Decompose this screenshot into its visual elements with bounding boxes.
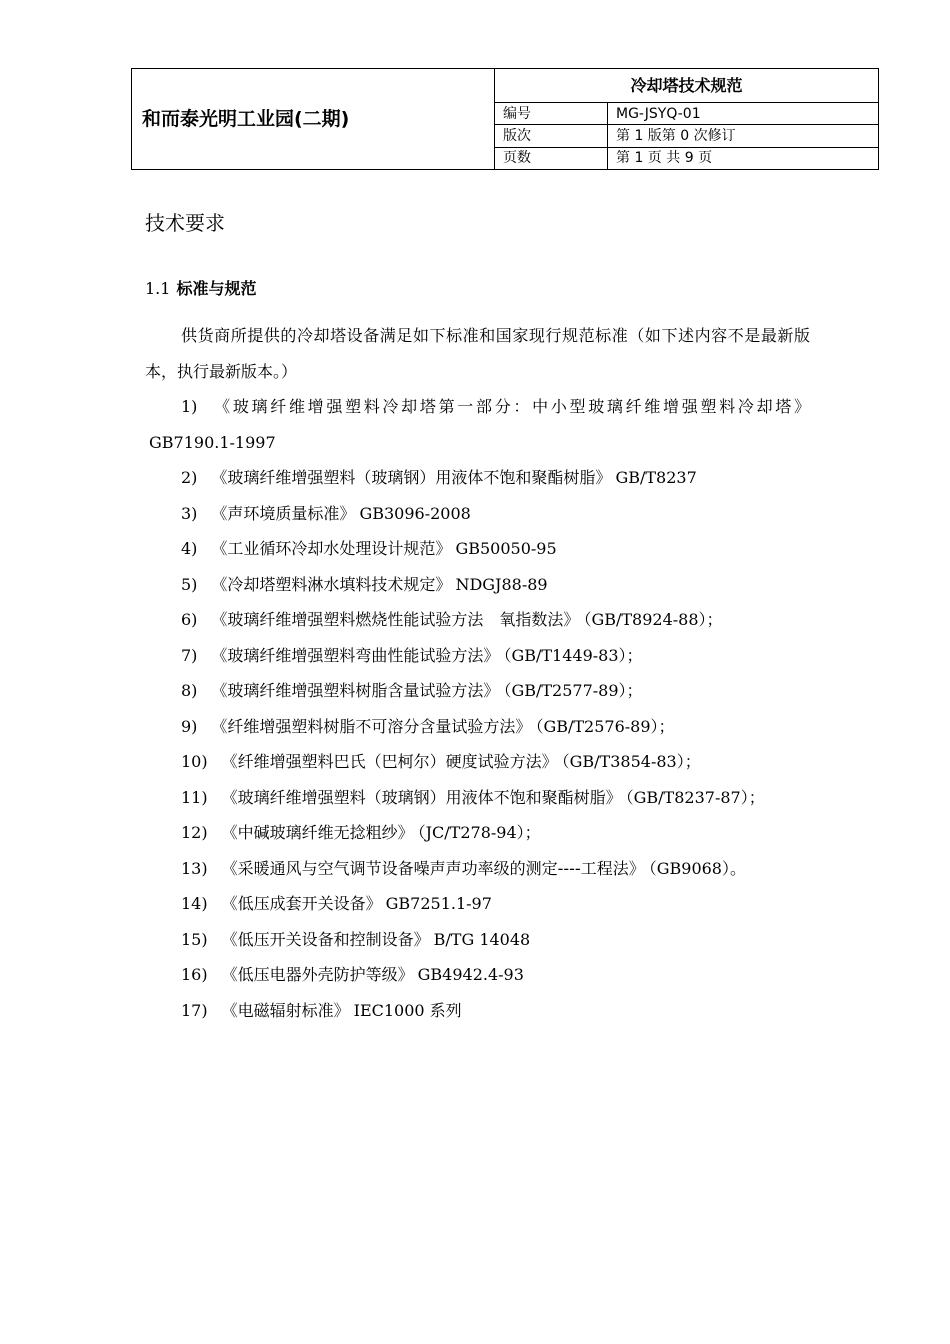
standard-number: 17) (181, 1000, 208, 1020)
standard-title: 《玻璃纤维增强塑料（玻璃钢）用液体不饱和聚酯树脂》 (211, 468, 612, 487)
standard-number: 4) (181, 539, 198, 558)
standard-number: 6) (181, 610, 198, 629)
standard-item (145, 496, 810, 532)
section-title: 技术要求 (145, 211, 225, 235)
standard-code: GB7190.1-1997 (149, 432, 276, 452)
document-title: 冷却塔技术规范 (495, 69, 879, 103)
standard-code: NDGJ88-89 (455, 574, 548, 594)
standard-code: （GB/T3854-83）； (561, 752, 701, 771)
standard-code: （GB9068）。 (648, 858, 746, 878)
standard-number: 8) (181, 681, 198, 700)
standard-title: 《低压电器外壳防护等级》 (221, 965, 414, 984)
standard-item (145, 460, 810, 496)
header-value-edition: 第 1 版第 0 次修订 (608, 125, 879, 147)
standard-title: 《纤维增强塑料树脂不可溶分含量试验方法》 (211, 716, 532, 736)
subsection-title: 标准与规范 (176, 279, 257, 298)
standard-number: 12) (181, 823, 208, 842)
standard-item (145, 389, 810, 460)
standard-number: 14) (181, 894, 208, 913)
organization-name: 和而泰光明工业园(二期) (132, 69, 495, 170)
standard-title: 《中碱玻璃纤维无捻粗纱》 (221, 823, 414, 842)
standard-number: 3) (181, 503, 198, 523)
standard-number: 10) (181, 752, 208, 771)
standard-title: 《电磁辐射标准》 (221, 1000, 350, 1020)
header-label-edition: 版次 (495, 125, 608, 147)
standard-number: 16) (181, 965, 208, 984)
standard-item (145, 744, 810, 780)
subsection-heading (145, 277, 256, 301)
standard-code: （GB/T2577-89）； (503, 681, 643, 700)
standard-title: 《玻璃纤维增强塑料（玻璃钢）用液体不饱和聚酯树脂》 (221, 787, 622, 807)
intro-paragraph: 供货商所提供的冷却塔设备满足如下标准和国家现行规范标准（如下述内容不是最新版本，执行最新版本。） (145, 326, 810, 381)
standard-title: 《纤维增强塑料巴氏（巴柯尔）硬度试验方法》 (221, 752, 558, 771)
header-value-pages: 第 1 页 共 9 页 (608, 147, 879, 169)
standard-code: GB7251.1-97 (385, 894, 492, 913)
standard-code: B/TG 14048 (433, 929, 531, 949)
subsection-number: 1.1 (145, 279, 171, 298)
standard-item (145, 531, 810, 567)
standards-content (145, 318, 810, 1028)
standard-code: （GB/T8237-87）； (625, 787, 765, 807)
standard-code: GB3096-2008 (359, 503, 471, 523)
standard-item (145, 709, 810, 745)
standard-code: （GB/T1449-83）； (503, 645, 643, 665)
standard-item (145, 922, 810, 958)
standard-number: 1) (181, 397, 198, 416)
standard-code: IEC1000 系列 (353, 1000, 462, 1020)
standard-item (145, 567, 810, 603)
standard-title: 《玻璃纤维增强塑料燃烧性能试验方法 氧指数法》 (211, 610, 580, 629)
standard-number: 2) (181, 468, 198, 487)
standard-item (145, 851, 810, 887)
standard-code: （GB/T2576-89）； (535, 716, 675, 736)
standard-item (145, 602, 810, 638)
standard-code: GB4942.4-93 (417, 965, 524, 984)
standard-item (145, 638, 810, 674)
standard-item (145, 957, 810, 993)
standard-title: 《低压成套开关设备》 (221, 894, 382, 913)
standards-list (145, 389, 810, 1028)
header-label-pages: 页数 (495, 147, 608, 169)
standard-title: 《工业循环冷却水处理设计规范》 (211, 539, 452, 558)
header-label-number: 编号 (495, 103, 608, 125)
document-header-table (131, 68, 879, 170)
standard-item (145, 780, 810, 816)
standard-code: （JC/T278-94）； (417, 823, 541, 842)
standard-title: 《冷却塔塑料淋水填料技术规定》 (211, 574, 452, 594)
standard-title: 《采暖通风与空气调节设备噪声声功率级的测定----工程法》 (221, 858, 645, 878)
standard-code: （GB/T8924-88）； (583, 610, 723, 629)
standard-number: 13) (181, 858, 208, 878)
standard-number: 11) (181, 787, 208, 807)
standard-item (145, 993, 810, 1029)
header-value-number: MG-JSYQ-01 (608, 103, 879, 125)
standard-code: GB/T8237 (615, 468, 697, 487)
standard-title: 《玻璃纤维增强塑料弯曲性能试验方法》 (211, 645, 500, 665)
standard-number: 7) (181, 645, 198, 665)
standard-item (145, 815, 810, 851)
standard-code: GB50050-95 (455, 539, 557, 558)
standard-title: 《声环境质量标准》 (211, 503, 356, 523)
standard-title: 《低压开关设备和控制设备》 (221, 929, 430, 949)
standard-number: 5) (181, 574, 198, 594)
standard-title: 《玻璃纤维增强塑料树脂含量试验方法》 (211, 681, 500, 700)
standard-item (145, 886, 810, 922)
standard-number: 9) (181, 716, 198, 736)
standard-title: 《玻璃纤维增强塑料冷却塔第一部分：中小型玻璃纤维增强塑料冷却塔》 (211, 397, 810, 416)
standard-number: 15) (181, 929, 208, 949)
standard-item (145, 673, 810, 709)
